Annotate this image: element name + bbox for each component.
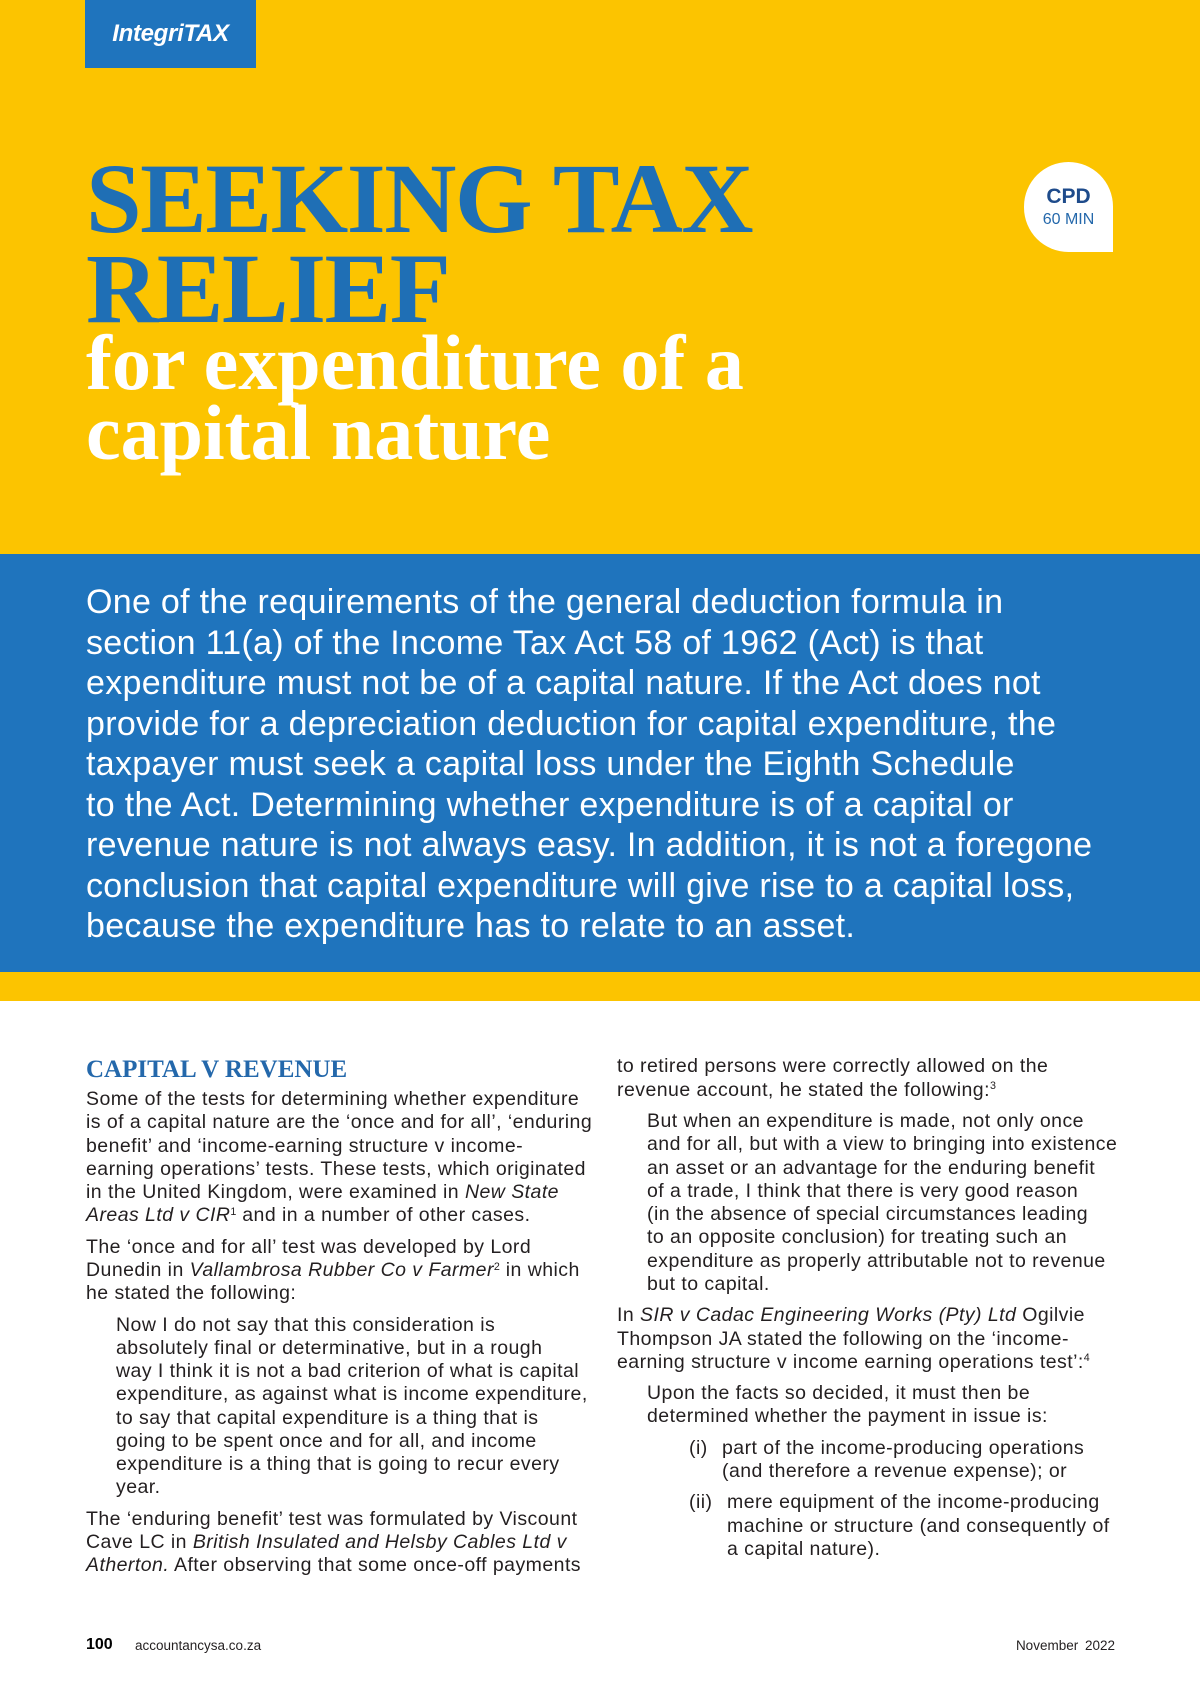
text-segment: Ogilvie xyxy=(1022,1304,1085,1327)
block-quote xyxy=(86,1314,586,1500)
section-heading: CAPITAL V REVENUE xyxy=(86,1056,348,1083)
paragraph xyxy=(617,1304,1117,1374)
text-line: The ‘enduring benefit’ test was formulated by Viscount xyxy=(86,1507,578,1530)
text-segment: in the United Kingdom, were examined in xyxy=(86,1181,460,1204)
quote-line: determined whether the payment in issue is: xyxy=(647,1405,1048,1428)
footnote-ref: 2 xyxy=(493,1260,500,1273)
paragraph xyxy=(617,1055,1117,1102)
intro-line: One of the requirements of the general deduction formula in xyxy=(86,583,1004,621)
intro-line: because the expenditure has to relate to an asset. xyxy=(86,907,856,945)
page-number: 100 xyxy=(86,1636,113,1653)
intro-paragraph xyxy=(86,582,1092,947)
text-line: is of a capital nature are the ‘once and for all’, ‘enduring xyxy=(86,1111,593,1134)
list-line: part of the income-producing operations xyxy=(722,1436,1085,1459)
list-item xyxy=(617,1437,1117,1484)
block-quote xyxy=(617,1382,1117,1429)
list-marker: (i) xyxy=(689,1436,708,1459)
right-column xyxy=(617,1055,1117,1569)
quote-line: Upon the facts so decided, it must then be xyxy=(647,1382,1031,1405)
cpd-label: CPD xyxy=(1046,185,1091,208)
quote-line: way I think it is not a bad criterion of what is capital xyxy=(116,1360,580,1383)
intro-line: to the Act. Determining whether expenditure is of a capital or xyxy=(86,785,1014,824)
footnote-ref: 1 xyxy=(230,1205,237,1218)
block-quote xyxy=(617,1110,1117,1296)
text-line xyxy=(86,1259,586,1282)
quote-line: and for all, but with a view to bringing into existence xyxy=(647,1133,1118,1156)
list-marker: (ii) xyxy=(689,1491,713,1514)
list-line: machine or structure (and consequently of xyxy=(727,1514,1110,1537)
intro-line: revenue nature is not always easy. In addition, it is not a foregone xyxy=(86,826,1093,864)
list-item xyxy=(617,1491,1117,1561)
quote-line: (in the absence of special circumstances leading xyxy=(647,1203,1089,1226)
quote-line: expenditure as properly attributable not to revenue xyxy=(647,1249,1106,1272)
quote-line: but to capital. xyxy=(647,1272,770,1295)
case-citation: Vallambrosa Rubber Co v Farmer xyxy=(189,1258,494,1281)
quote-line: year. xyxy=(116,1476,161,1499)
quote-line: to say that capital expenditure is a thing that is xyxy=(116,1406,539,1429)
case-citation: British Insulated and Helsby Cables Ltd v xyxy=(192,1531,567,1554)
footnote-ref: 3 xyxy=(989,1080,996,1093)
list-line: mere equipment of the income-producing xyxy=(727,1491,1100,1514)
text-line: benefit’ and ‘income-earning structure v income- xyxy=(86,1134,524,1157)
text-segment: in which xyxy=(505,1258,580,1281)
intro-line: taxpayer must seek a capital loss under the Eighth Schedule xyxy=(86,745,1015,783)
quote-line: going to be spent once and for all, and income xyxy=(116,1429,537,1452)
case-citation: Areas Ltd v CIR xyxy=(86,1204,231,1227)
text-line: The ‘once and for all’ test was developed by Lord xyxy=(86,1235,532,1258)
text-line: he stated the following: xyxy=(86,1282,297,1305)
footnote-ref: 4 xyxy=(1083,1352,1090,1365)
subtitle-line: capital nature xyxy=(86,389,551,476)
subtitle-line: for expenditure of a xyxy=(86,319,744,406)
quote-line: absolutely final or determinative, but in a rough xyxy=(116,1336,543,1359)
text-segment: Cave LC in xyxy=(86,1531,187,1554)
quote-line: expenditure is a thing that is going to recur every xyxy=(116,1453,560,1476)
article-subtitle xyxy=(86,319,744,476)
paragraph xyxy=(86,1236,586,1306)
text-line xyxy=(86,1554,586,1577)
text-line xyxy=(86,1204,586,1227)
left-column xyxy=(86,1056,593,1586)
text-segment: and in a number of other cases. xyxy=(242,1204,531,1227)
case-citation: SIR v Cadac Engineering Works (Pty) Ltd xyxy=(640,1304,1017,1327)
title-line: RELIEF xyxy=(86,233,450,344)
intro-line: conclusion that capital expenditure will give rise to a capital loss, xyxy=(86,866,1075,905)
text-segment: revenue account, he stated the following: xyxy=(617,1078,990,1101)
footer-issue-date: November 2022 xyxy=(1015,1638,1115,1653)
text-segment: After observing that some once-off payments xyxy=(173,1554,582,1577)
article-title xyxy=(86,143,753,344)
intro-line: provide for a depreciation deduction for capital expenditure, the xyxy=(86,704,1057,743)
text-line: Thompson JA stated the following on the ‘income- xyxy=(617,1327,1069,1350)
paragraph xyxy=(86,1088,593,1228)
quote-line: expenditure, as against what is income expenditure, xyxy=(116,1383,588,1406)
case-citation: Atherton. xyxy=(86,1554,170,1577)
cpd-badge xyxy=(1024,162,1113,252)
case-citation: New State xyxy=(464,1181,559,1204)
quote-line: to an opposite conclusion) for treating such an xyxy=(647,1226,1068,1249)
text-line: earning operations’ tests. These tests, which originated xyxy=(86,1157,586,1180)
yellow-divider-strip xyxy=(0,972,1200,1001)
text-segment: In xyxy=(617,1304,635,1327)
paragraph xyxy=(86,1508,586,1578)
quote-line: of a trade, I think that there is very good reason xyxy=(647,1179,1079,1202)
intro-line: section 11(a) of the Income Tax Act 58 of 1962 (Act) is that xyxy=(86,623,984,662)
text-line: Some of the tests for determining whether expenditure xyxy=(86,1088,580,1110)
intro-line: expenditure must not be of a capital nature. If the Act does not xyxy=(86,664,1041,702)
list-line: a capital nature). xyxy=(727,1537,881,1560)
text-line xyxy=(617,1079,1117,1102)
cpd-duration: 60 MIN xyxy=(1042,211,1095,228)
quote-line: Now I do not say that this consideration is xyxy=(116,1313,496,1336)
text-line xyxy=(86,1531,586,1554)
text-segment: Dunedin in xyxy=(86,1258,184,1281)
text-line xyxy=(86,1181,586,1204)
list-line: (and therefore a revenue expense); or xyxy=(722,1460,1068,1483)
footer-website: accountancysa.co.za xyxy=(135,1638,262,1653)
quote-line: But when an expenditure is made, not only once xyxy=(647,1110,1084,1133)
text-line xyxy=(617,1304,1117,1327)
text-segment: earning structure v income earning operations test’: xyxy=(617,1350,1084,1373)
quote-line: an asset or an advantage for the enduring benefit xyxy=(647,1156,1096,1179)
text-line: to retired persons were correctly allowed on the xyxy=(617,1055,1049,1078)
text-line xyxy=(617,1351,1117,1374)
title-line: SEEKING TAX xyxy=(86,143,753,254)
integritax-logo: IntegriTAX xyxy=(85,0,256,68)
